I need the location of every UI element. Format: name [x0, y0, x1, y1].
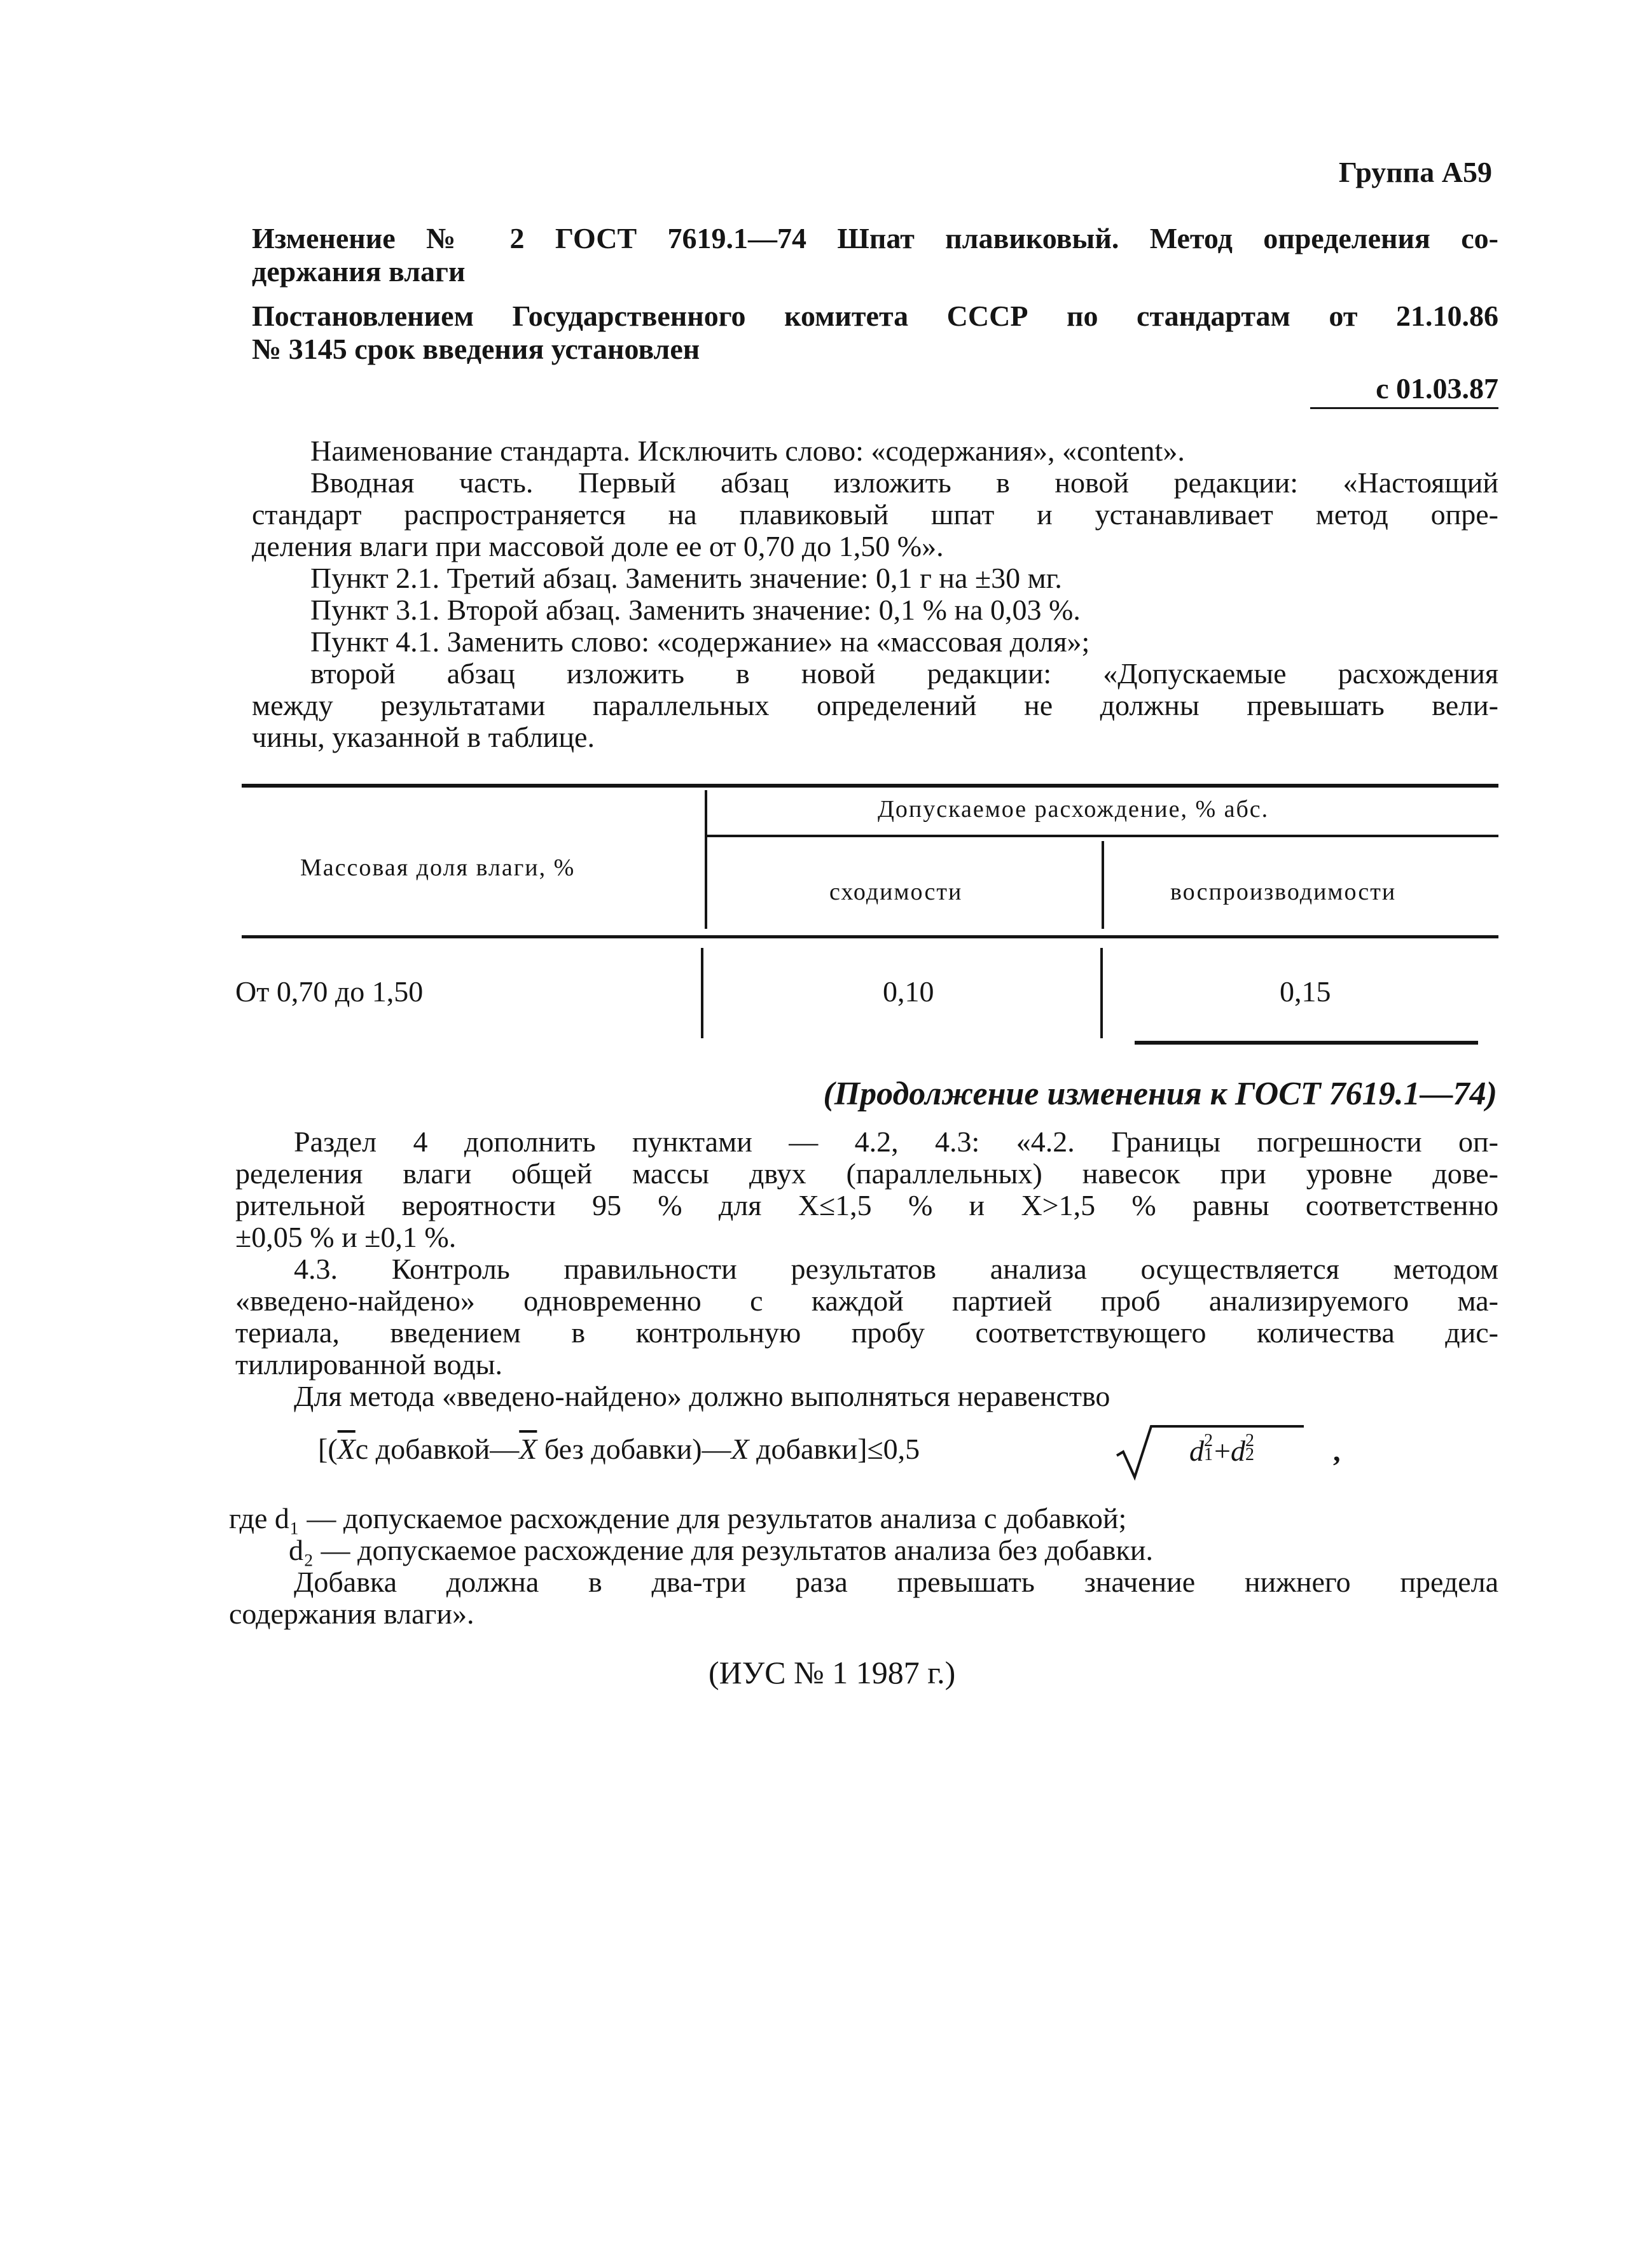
effective-date: с 01.03.87 — [1376, 372, 1498, 405]
formula-part: добавки]≤0,5 — [749, 1433, 920, 1465]
col-header-convergence: сходимости — [829, 879, 963, 905]
group-header: Допускаемое расхождение, % абс. — [878, 796, 1269, 823]
body-line: между результатами параллельных определений не должны превышать вели- — [252, 689, 1498, 721]
formula-comma: , — [1333, 1435, 1341, 1467]
formula-var: d — [1230, 1435, 1245, 1467]
table-sub-divider — [1102, 841, 1104, 929]
col-header-mass-fraction: Массовая доля влаги, % — [300, 854, 576, 881]
source-reference: (ИУС № 1 1987 г.) — [709, 1655, 956, 1690]
col-header-reproducibility: воспроизводимости — [1170, 879, 1397, 905]
where-line: Добавка должна в два-три раза превышать значение нижнего предела — [294, 1566, 1498, 1598]
section-line: «введено-найдено» одновременно с каждой партией проб анализируемого ма- — [235, 1284, 1498, 1317]
sqrt-radicand — [1189, 1431, 1255, 1468]
body-line: Пункт 4.1. Заменить слово: «содержание» на «массовая доля»; — [310, 625, 1090, 658]
cell-reproducibility: 0,15 — [1280, 975, 1331, 1008]
section-line: териала, введением в контрольную пробу соответствующего количества дис- — [235, 1316, 1498, 1349]
body-line: стандарт распространяется на плавиковый шпат и устанавливает метод опре- — [252, 498, 1498, 531]
section4-text — [235, 1126, 1498, 1412]
formula-var: $\overline{X}$ — [337, 1433, 356, 1465]
body-text — [252, 435, 1498, 753]
decree-text-cont: № 3145 срок введения установлен — [252, 333, 700, 365]
document-title: Изменение № 2 ГОСТ 7619.1—74 Шпат плавиковый. Метод определения со- — [252, 222, 1498, 254]
body-line: Пункт 2.1. Третий абзац. Заменить значение: 0,1 г на ±30 мг. — [310, 562, 1062, 594]
body-line: Вводная часть. Первый абзац изложить в новой редакции: «Настоящий — [310, 466, 1498, 499]
group-code: Группа A59 — [1338, 156, 1492, 188]
table-top-rule — [242, 784, 1498, 788]
formula-index: 2 1 — [1204, 1431, 1213, 1464]
where-line: содержания влаги». — [229, 1597, 474, 1630]
body-line: второй абзац изложить в новой редакции: «Допускаемые расхождения — [310, 657, 1498, 690]
inequality-formula — [318, 1430, 920, 1468]
formula-part: [( — [318, 1433, 338, 1465]
section-line: ределения влаги общей массы двух (параллельных) навесок при уровне дове- — [235, 1157, 1498, 1190]
continuation-heading: (Продолжение изменения к ГОСТ 7619.1—74) — [823, 1076, 1497, 1112]
section-line: тиллированной воды. — [235, 1348, 503, 1381]
section-line: ±0,05 % и ±0,1 %. — [235, 1221, 457, 1253]
formula-var: $\overline{X}$ — [519, 1433, 537, 1465]
where-line: где d₁ — допускаемое расхождение для результатов анализа с добавкой; — [229, 1502, 1127, 1534]
formula-var: d — [1189, 1435, 1204, 1467]
row-divider — [701, 948, 703, 1038]
section-line: Раздел 4 дополнить пунктами — 4.2, 4.3: «4.2. Границы погрешности оп- — [294, 1125, 1498, 1158]
body-line: Наименование стандарта. Исключить слово: «содержания», «content». — [310, 435, 1185, 467]
where-text — [229, 1503, 1498, 1630]
table-bottom-rule — [1135, 1041, 1478, 1045]
cell-convergence: 0,10 — [883, 975, 934, 1008]
cell-range: От 0,70 до 1,50 — [235, 975, 424, 1008]
formula-part: без добавки)— — [537, 1433, 731, 1465]
row-divider — [1100, 948, 1103, 1038]
header-bottom-rule — [242, 935, 1498, 938]
group-header-rule — [707, 835, 1498, 837]
decree-text: Постановлением Государственного комитета СССР по стандартам от 21.10.86 — [252, 300, 1498, 332]
section-line: рительной вероятности 95 % для X≤1,5 % и X>1,5 % равны соответственно — [235, 1189, 1498, 1221]
section-line: Для метода «введено-найдено» должно выполняться неравенство — [294, 1380, 1110, 1412]
body-line: Пункт 3.1. Второй абзац. Заменить значение: 0,1 % на 0,03 %. — [310, 594, 1081, 626]
body-line: деления влаги при массовой доле ее от 0,70 до 1,50 %». — [252, 530, 944, 562]
body-line: чины, указанной в таблице. — [252, 721, 595, 753]
formula-part: с добавкой— — [355, 1433, 520, 1465]
formula-index: 2 2 — [1245, 1431, 1254, 1464]
section-line: 4.3. Контроль правильности результатов анализа осуществляется методом — [294, 1253, 1498, 1285]
formula-var: X — [731, 1433, 749, 1465]
table-col-divider — [705, 790, 707, 929]
where-line: d₂ — допускаемое расхождение для результатов анализа без добавки. — [289, 1534, 1153, 1566]
date-underline — [1310, 407, 1498, 409]
formula-part: + — [1214, 1435, 1231, 1467]
document-title-cont: держания влаги — [252, 255, 466, 288]
